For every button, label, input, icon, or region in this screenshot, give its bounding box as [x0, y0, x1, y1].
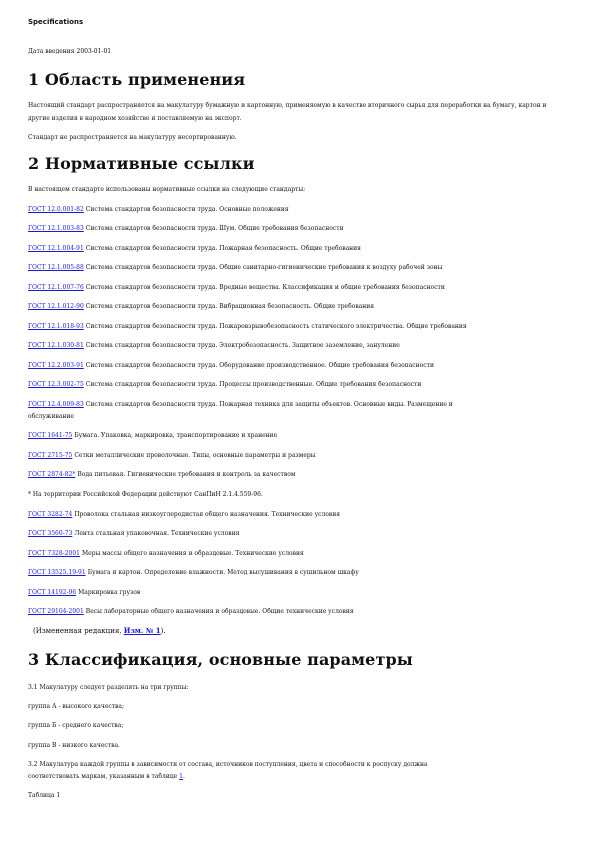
amendment-link[interactable]: Изм. № 1: [123, 626, 161, 635]
reference-title: Меры массы общего назначения и образцовые. Технические условия: [81, 550, 304, 557]
reference-title: Система стандартов безопасности труда. Общие санитарно-гигиенические требования к воздуху рабочей зоны: [85, 264, 443, 271]
reference-link[interactable]: ГОСТ 12.1.005-88: [28, 264, 84, 271]
section-3-paragraph-1: 3.1 Макулатуру следует разделять на три группы:: [28, 684, 189, 691]
reference-link[interactable]: ГОСТ 12.1.030-81: [28, 342, 84, 349]
amendment-note-suffix: ).: [160, 627, 166, 635]
document-title: Specifications: [28, 18, 84, 26]
reference-link[interactable]: ГОСТ 1641-75: [28, 432, 73, 439]
effective-date: Дата введения 2003-01-01: [28, 48, 112, 55]
group-b-item: группа Б - среднего качества;: [28, 722, 124, 729]
reference-link[interactable]: ГОСТ 12.3.002-75: [28, 381, 84, 388]
reference-link[interactable]: ГОСТ 12.1.007-76: [28, 284, 84, 291]
reference-title: Система стандартов безопасности труда. Пожарная техника для защиты объектов. Основные виды. Размещение и: [85, 401, 453, 408]
reference-item: [28, 607, 354, 617]
table-reference-link[interactable]: 1: [179, 773, 183, 780]
reference-item: [28, 322, 467, 332]
reference-title: Весы лабораторные общего назначения и образцовые. Общие технические условия: [85, 608, 354, 615]
reference-title: Система стандартов безопасности труда. Вредные вещества. Классификация и общие требования безопасности: [85, 284, 445, 291]
reference-title: Маркировка грузов: [78, 589, 141, 596]
reference-link[interactable]: ГОСТ 29104-2001: [28, 608, 84, 615]
reference-link[interactable]: ГОСТ 12.2.003-91: [28, 362, 84, 369]
reference-item: [28, 431, 277, 441]
reference-item: [28, 549, 304, 559]
reference-title: Вода питьевая. Гигиенические требования и контроль за качеством: [77, 471, 296, 478]
reference-link[interactable]: ГОСТ 12.1.018-93: [28, 323, 84, 330]
reference-title: Бумага и картон. Определение влажности. Метод высушивания в сушильном шкафу: [87, 569, 359, 576]
reference-title: Бумага. Упаковка, маркировка, транспортирование и хранение: [74, 432, 278, 439]
section-3-heading: 3 Классификация, основные параметры: [28, 650, 413, 669]
section-1-heading: 1 Область применения: [28, 70, 246, 89]
section-1-paragraph-1: Настоящий стандарт распространяется на макулатуру бумажную и картонную, применяемую в качестве вторичного сырья для переработки на бумагу, картон и другие изделия в народном хозяйстве и поставляемую на экспорт.: [28, 102, 547, 122]
reference-item: [28, 341, 400, 351]
reference-title: Система стандартов безопасности труда. Основные положения: [85, 206, 289, 213]
table-caption: Таблица 1: [28, 792, 61, 799]
reference-link[interactable]: ГОСТ 3282-74: [28, 511, 73, 518]
section-1-paragraph-2: Стандарт не распространяется на макулатуру несортированную.: [28, 134, 237, 141]
reference-item: [28, 283, 445, 293]
reference-item: [28, 568, 359, 578]
reference-title: Система стандартов безопасности труда. Пожарная безопасность. Общие требования: [85, 245, 361, 252]
reference-item: [28, 224, 344, 234]
reference-title: Система стандартов безопасности труда. Процессы производственные. Общие требования безопасности: [85, 381, 422, 388]
reference-title: Система стандартов безопасности труда. Шум. Общие требования безопасности: [85, 225, 344, 232]
reference-title: Система стандартов безопасности труда. Электробезопасность. Защитное заземление, зануление: [85, 342, 400, 349]
reference-title: Система стандартов безопасности труда. Пожаровзрывобезопасность статического электричества. Общие требования: [85, 323, 467, 330]
table-reference-suffix: .: [182, 773, 185, 780]
reference-link[interactable]: ГОСТ 2715-75: [28, 452, 73, 459]
reference-link[interactable]: ГОСТ 12.4.009-83: [28, 401, 84, 408]
table-reference-prefix: соответствовать маркам, указанным в таблице: [28, 773, 180, 780]
amendment-note-prefix: (Измененная редакция,: [33, 627, 124, 635]
reference-title: Проволока стальная низкоуглеродистая общего назначения. Технические условия: [74, 511, 341, 518]
reference-footnote: * На территории Российской Федерации действуют СанПиН 2.1.4.559-96.: [28, 491, 263, 498]
reference-link[interactable]: ГОСТ 7328-2001: [28, 550, 80, 557]
reference-title: Система стандартов безопасности труда. Оборудование производственное. Общие требования безопасности: [85, 362, 434, 369]
reference-item: [28, 588, 140, 598]
reference-item: [28, 244, 361, 254]
reference-link[interactable]: ГОСТ 12.1.003-83: [28, 225, 84, 232]
group-c-item: группа В - низкого качества.: [28, 742, 120, 749]
reference-item: [28, 361, 434, 371]
reference-item: [28, 380, 421, 390]
section-3-paragraph-2: 3.2 Макулатура каждой группы в зависимости от состава, источников поступления, цвета и способности к роспуску должна: [28, 761, 428, 768]
reference-item: [28, 529, 239, 539]
reference-title: Система стандартов безопасности труда. Вибрационная безопасность. Общие требования: [85, 303, 375, 310]
group-a-item: группа А - высокого качества;: [28, 703, 125, 710]
reference-title-continued: обслуживание: [28, 413, 74, 420]
reference-item: [28, 451, 316, 461]
reference-item: [28, 302, 374, 312]
reference-link[interactable]: ГОСТ 14192-96: [28, 589, 77, 596]
section-2-intro: В настоящем стандарте использованы нормативные ссылки на следующие стандарты:: [28, 186, 306, 193]
reference-link[interactable]: ГОСТ 12.0.001-82: [28, 206, 84, 213]
reference-item: [28, 205, 289, 215]
reference-title: Лента стальная упаковочная. Технические условия: [74, 530, 240, 537]
reference-item: [28, 470, 296, 480]
reference-link[interactable]: ГОСТ 3560-73: [28, 530, 73, 537]
section-3-paragraph-2-continued: [28, 772, 185, 782]
reference-item: [28, 510, 340, 520]
reference-title: Сетки металлические проволочные. Типы, основные параметры и размеры: [74, 452, 316, 459]
amendment-note: [33, 626, 166, 635]
reference-link[interactable]: ГОСТ 13525.19-91: [28, 569, 86, 576]
section-2-heading: 2 Нормативные ссылки: [28, 154, 255, 173]
reference-link[interactable]: ГОСТ 12.1.004-91: [28, 245, 84, 252]
reference-item: [28, 263, 442, 273]
reference-link[interactable]: ГОСТ 12.1.012-90: [28, 303, 84, 310]
reference-link[interactable]: ГОСТ 2874-82*: [28, 471, 76, 478]
reference-item: [28, 400, 453, 410]
